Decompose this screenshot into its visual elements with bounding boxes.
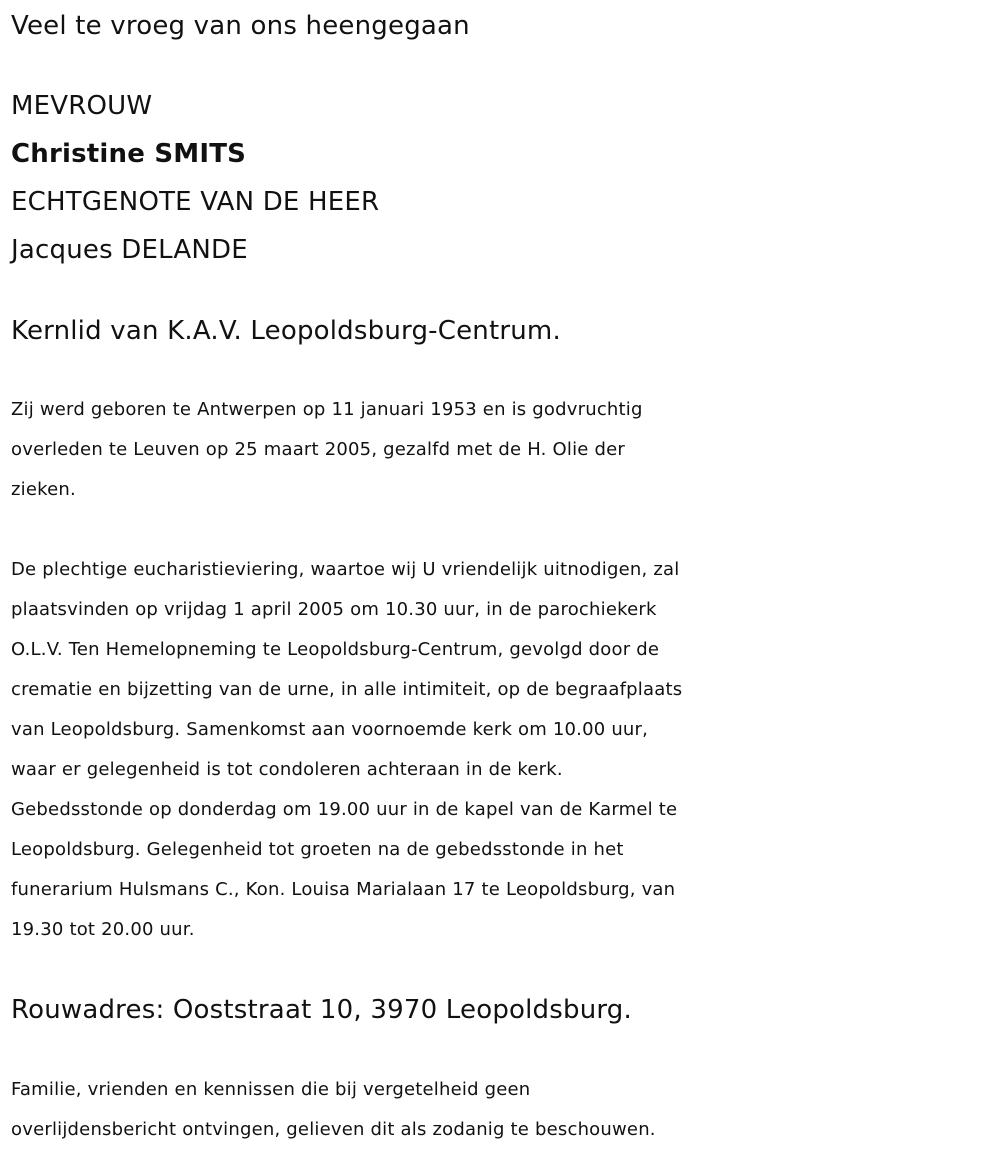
closing-paragraph [11, 1070, 991, 1150]
membership-line: Kernlid van K.A.V. Leopoldsburg-Centrum. [11, 316, 561, 346]
paragraph-line: funerarium Hulsmans C., Kon. Louisa Marialaan 17 te Leopoldsburg, van [11, 879, 676, 900]
spouse-name: Jacques DELANDE [11, 235, 248, 265]
paragraph-line: O.L.V. Ten Hemelopneming te Leopoldsburg-Centrum, gevolgd door de [11, 639, 660, 660]
relation-label: ECHTGENOTE VAN DE HEER [11, 187, 380, 217]
paragraph-line: 19.30 tot 20.00 uur. [11, 919, 195, 940]
deceased-name: Christine SMITS [11, 139, 247, 169]
birth-death-paragraph [11, 390, 991, 510]
paragraph-line: Gebedsstonde op donderdag om 19.00 uur in de kapel van de Karmel te [11, 799, 678, 820]
paragraph-line: De plechtige eucharistieviering, waartoe wij U vriendelijk uitnodigen, zal [11, 559, 680, 580]
title-mevrouw: MEVROUW [11, 91, 153, 121]
tagline: Veel te vroeg van ons heengegaan [11, 11, 470, 41]
paragraph-line: plaatsvinden op vrijdag 1 april 2005 om 10.30 uur, in de parochiekerk [11, 599, 657, 620]
paragraph-line: van Leopoldsburg. Samenkomst aan voornoemde kerk om 10.00 uur, [11, 719, 649, 740]
paragraph-line: zieken. [11, 479, 76, 500]
paragraph-line: overleden te Leuven op 25 maart 2005, gezalfd met de H. Olie der [11, 439, 625, 460]
paragraph-line: Leopoldsburg. Gelegenheid tot groeten na de gebedsstonde in het [11, 839, 624, 860]
paragraph-line: Zij werd geboren te Antwerpen op 11 januari 1953 en is godvruchtig [11, 399, 643, 420]
mourning-address: Rouwadres: Ooststraat 10, 3970 Leopoldsburg. [11, 995, 632, 1025]
paragraph-line: crematie en bijzetting van de urne, in alle intimiteit, op de begraafplaats [11, 679, 683, 700]
paragraph-line: Familie, vrienden en kennissen die bij vergetelheid geen [11, 1079, 531, 1100]
paragraph-line: overlijdensbericht ontvingen, gelieven dit als zodanig te beschouwen. [11, 1119, 656, 1140]
paragraph-line: waar er gelegenheid is tot condoleren achteraan in de kerk. [11, 759, 563, 780]
ceremony-paragraph [11, 550, 991, 950]
